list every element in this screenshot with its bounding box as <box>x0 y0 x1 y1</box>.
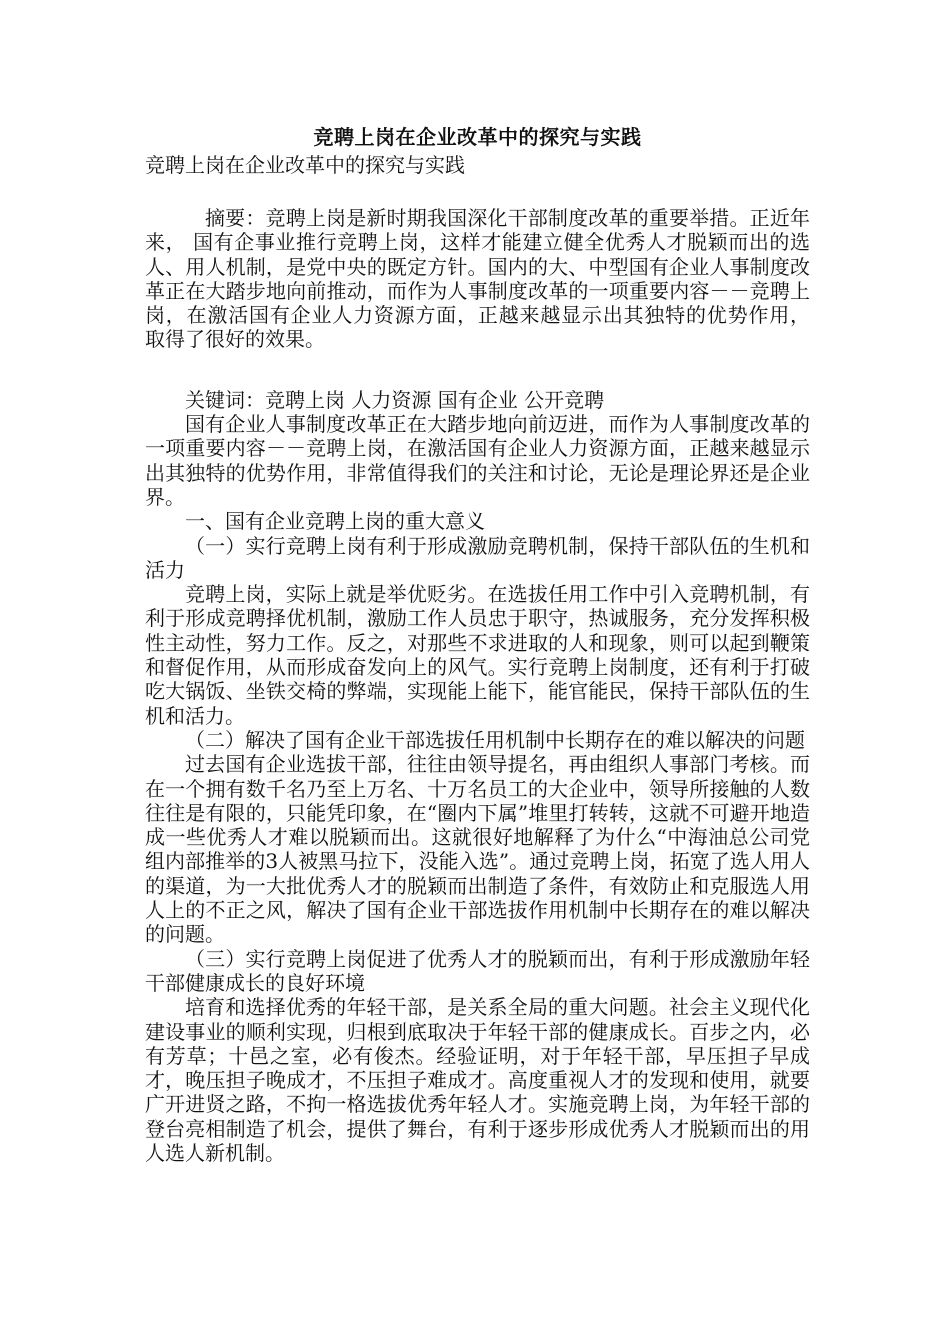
subsection-3-heading: （三）实行竞聘上岗促进了优秀人才的脱颖而出，有利于形成激励年轻干部健康成长的良好环境 <box>145 946 810 995</box>
subsection-2-body: 过去国有企业选拔干部，往往由领导提名，再由组织人事部门考核。而在一个拥有数千名乃至上万名、十万名员工的大企业中，领导所接触的人数往往是有限的，只能凭印象，在“圈内下属”堆里打转转，这就不可避开地造成一些优秀人才难以脱颖而出。这就很好地解释了为什么“中海油总公司党组内部推举的3人被黑马拉下，没能入选”。通过竞聘上岗，拓宽了选人用人的渠道，为一大批优秀人才的脱颖而出制造了条件，有效防止和克服选人用人上的不正之风，解决了国有企业干部选拔作用机制中长期存在的难以解决的问题。 <box>145 752 810 947</box>
document-title: 竞聘上岗在企业改革中的探究与实践 <box>313 125 642 149</box>
subsection-1-body: 竞聘上岗，实际上就是举优贬劣。在选拔任用工作中引入竞聘机制，有利于形成竞聘择优机制，激励工作人员忠于职守，热诚服务，充分发挥积极性主动性，努力工作。反之，对那些不求进取的人和现象，则可以起到鞭策和督促作用，从而形成奋发向上的风气。实行竞聘上岗制度，还有利于打破吃大锅饭、坐铁交椅的弊端，实现能上能下，能官能民，保持干部队伍的生机和活力。 <box>145 582 810 728</box>
subsection-1-heading: （一）实行竞聘上岗有利于形成激励竞聘机制，保持干部队伍的生机和活力 <box>145 533 810 582</box>
section-1-heading: 一、国有企业竞聘上岗的重大意义 <box>185 509 485 534</box>
subsection-3-body: 培育和选择优秀的年轻干部，是关系全局的重大问题。社会主义现代化建设事业的顺利实现，归根到底取决于年轻干部的健康成长。百步之内，必有芳草；十邑之室，必有俊杰。经验证明，对于年轻干部，早压担子早成才，晚压担子晚成才，不压担子难成才。高度重视人才的发现和使用，就要广开进贤之路，不拘一格选拔优秀年轻人才。实施竞聘上岗，为年轻干部的登台亮相制造了机会，提供了舞台，有利于逐步形成优秀人才脱颖而出的用人选人新机制。 <box>145 995 810 1165</box>
document-subtitle: 竞聘上岗在企业改革中的探究与实践 <box>145 153 465 177</box>
intro-paragraph: 国有企业人事制度改革正在大踏步地向前迈进，而作为人事制度改革的一项重要内容－－竞聘上岗，在激活国有企业人力资源方面，正越来越显示出其独特的优势作用，非常值得我们的关注和讨论，无论是理论界还是企业界。 <box>145 412 810 509</box>
subsection-2-heading: （二）解决了国有企业干部选拔任用机制中长期存在的难以解决的问题 <box>185 727 805 752</box>
keywords-line: 关键词：竞聘上岗 人力资源 国有企业 公开竞聘 <box>185 387 605 412</box>
abstract-paragraph: 摘要：竞聘上岗是新时期我国深化干部制度改革的重要举措。正近年来， 国有企事业推行竞聘上岗，这样才能建立健全优秀人才脱颖而出的选人、用人机制，是党中央的既定方针。国内的大、中型国有企业人事制度改革正在大踏步地向前推动，而作为人事制度改革的一项重要内容－－竞聘上岗，在激活国有企业人力资源方面，正越来越显示出其独特的优势作用， 取得了很好的效果。 <box>145 206 810 352</box>
document-page <box>145 122 810 1165</box>
